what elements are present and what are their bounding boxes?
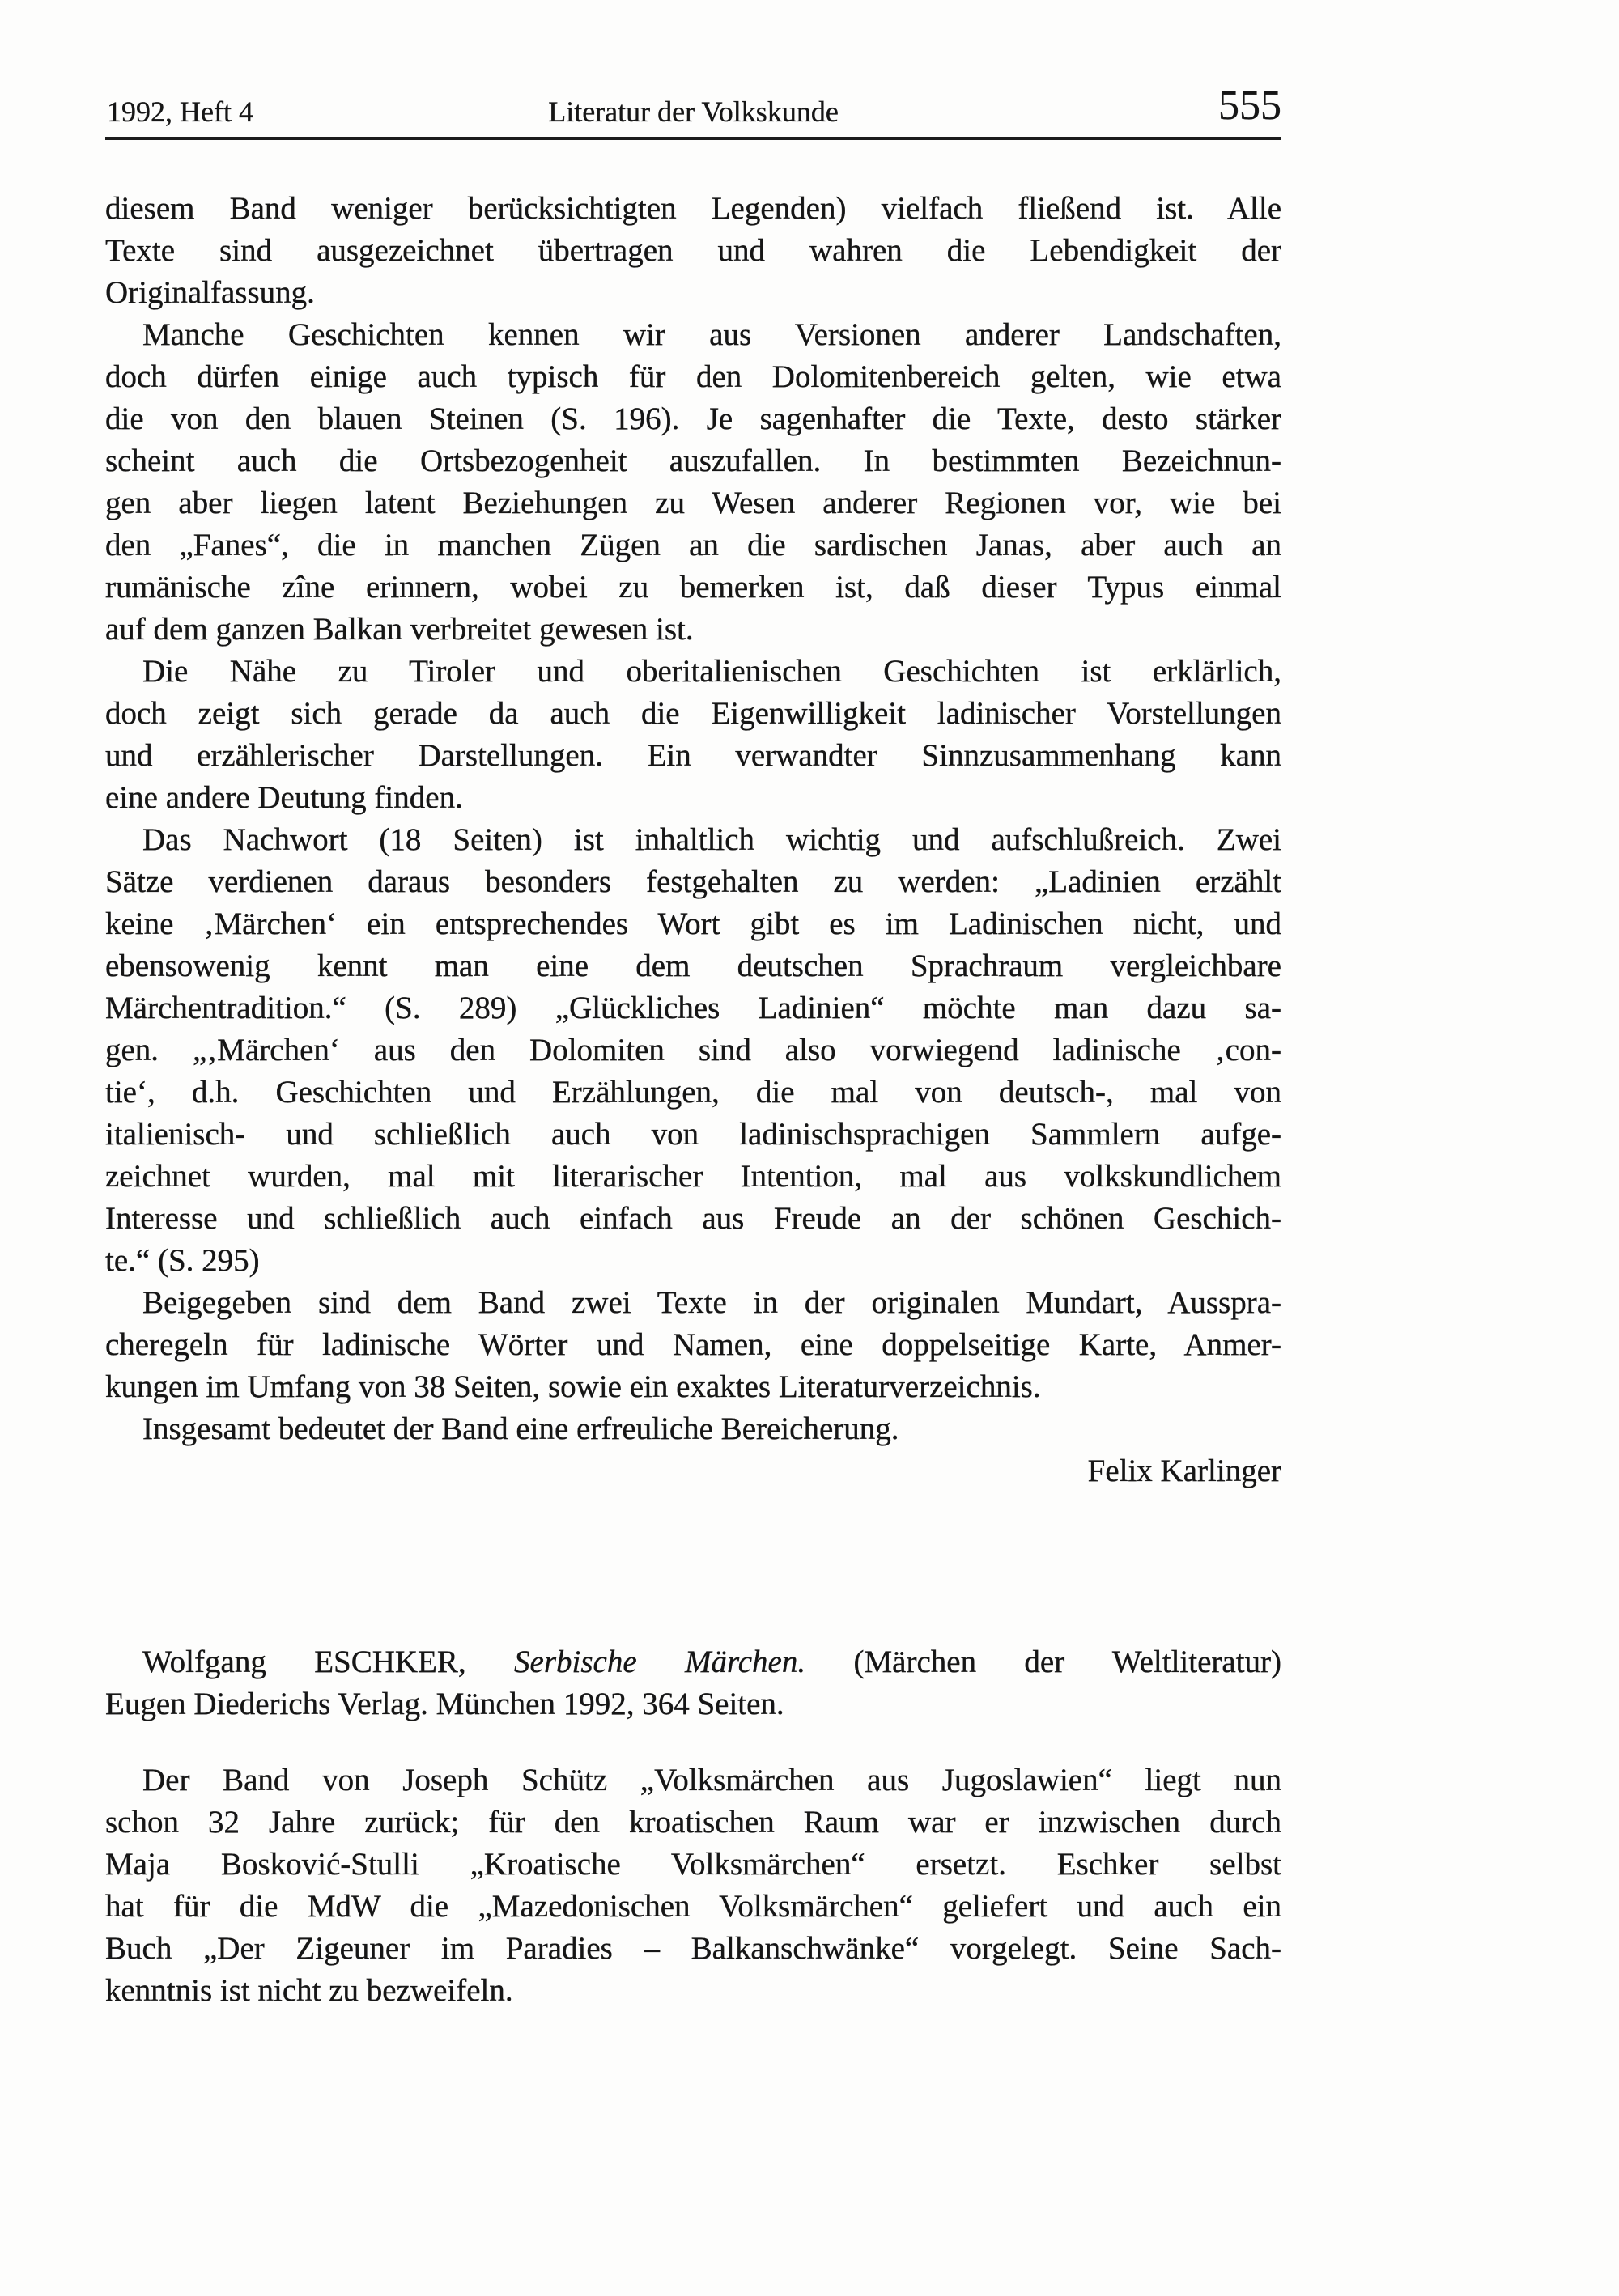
text-line: ebensowenig kennt man eine dem deutschen Sprachraum vergleichbare [105, 949, 1281, 983]
text-line: keine ‚Märchen‘ ein entsprechendes Wort gibt es im Ladinischen nicht, und [105, 906, 1281, 941]
text-line: Interesse und schließlich auch einfach aus Freude an der schönen Geschich- [105, 1201, 1281, 1236]
header-issue: 1992, Heft 4 [107, 95, 253, 128]
text-line: den „Fanes“, die in manchen Zügen an die sardischen Janas, aber auch an [105, 528, 1281, 562]
review-karlinger [105, 188, 1281, 1492]
header-journal-title: Literatur der Volkskunde [548, 95, 839, 128]
text-line: die von den blauen Steinen (S. 196). Je sagenhafter die Texte, desto stärker [105, 401, 1281, 436]
review-eschker [105, 1641, 1281, 2012]
book-heading [105, 1641, 1281, 1725]
text-line: Die Nähe zu Tiroler und oberitalienischen Geschichten ist erklärlich, [142, 654, 1281, 689]
text-line: Manche Geschichten kennen wir aus Versionen anderer Landschaften, [142, 317, 1281, 352]
book-author: Wolfgang ESCHKER, [142, 1645, 515, 1679]
text-line: cheregeln für ladinische Wörter und Namen, eine doppelseitige Karte, Anmer- [105, 1327, 1281, 1362]
text-line: gen aber liegen latent Beziehungen zu Wesen anderer Regionen vor, wie bei [105, 486, 1281, 520]
text-line: Maja Bosković-Stulli „Kroatische Volksmärchen“ ersetzt. Eschker selbst [105, 1847, 1281, 1882]
review-body [105, 188, 1281, 1450]
text-line: Sätze verdienen daraus besonders festgehalten zu werden: „Ladinien erzählt [105, 864, 1281, 899]
text-line: hat für die MdW die „Mazedonischen Volksmärchen“ geliefert und auch ein [105, 1889, 1281, 1924]
header-rule [105, 137, 1281, 140]
text-line: auf dem ganzen Balkan verbreitet gewesen ist. [105, 612, 694, 647]
text-line: und erzählerischer Darstellungen. Ein verwandter Sinnzusammenhang kann [105, 738, 1281, 773]
paragraph [105, 1408, 1281, 1450]
text-line: schon 32 Jahre zurück; für den kroatischen Raum war er inzwischen durch [105, 1805, 1281, 1840]
text-line: Märchentradition.“ (S. 289) „Glückliches Ladinien“ möchte man dazu sa- [105, 991, 1281, 1025]
book-heading-line-1 [105, 1641, 1281, 1683]
paragraph [105, 819, 1281, 1282]
text-line: kenntnis ist nicht zu bezweifeln. [105, 1973, 513, 2008]
text-line: doch zeigt sich gerade da auch die Eigenwilligkeit ladinischer Vorstellungen [105, 696, 1281, 731]
reviewer-signature: Felix Karlinger [1087, 1454, 1281, 1488]
review-body [105, 1759, 1281, 2012]
text-line: te.“ (S. 295) [105, 1243, 260, 1278]
text-line: diesem Band weniger berücksichtigten Legenden) vielfach fließend ist. Alle [105, 191, 1281, 226]
book-heading-line-2: Eugen Diederichs Verlag. München 1992, 364 Seiten. [105, 1687, 784, 1721]
text-line: italienisch- und schließlich auch von ladinischsprachigen Sammlern aufge- [105, 1117, 1281, 1152]
text-line: scheint auch die Ortsbezogenheit auszufallen. In bestimmten Bezeichnun- [105, 443, 1281, 478]
paragraph [105, 314, 1281, 651]
text-line: doch dürfen einige auch typisch für den Dolomitenbereich gelten, wie etwa [105, 359, 1281, 394]
text-line: Der Band von Joseph Schütz „Volksmärchen aus Jugoslawien“ liegt nun [142, 1763, 1281, 1797]
text-line: Beigegeben sind dem Band zwei Texte in der originalen Mundart, Ausspra- [142, 1285, 1281, 1320]
paragraph [105, 1282, 1281, 1408]
text-line: Insgesamt bedeutet der Band eine erfreuliche Bereicherung. [142, 1411, 899, 1446]
text-line: Texte sind ausgezeichnet übertragen und wahren die Lebendigkeit der [105, 233, 1281, 268]
text-line: zeichnet wurden, mal mit literarischer Intention, mal aus volkskundlichem [105, 1159, 1281, 1194]
paragraph [105, 188, 1281, 314]
text-line: rumänische zîne erinnern, wobei zu bemerken ist, daß dieser Typus einmal [105, 570, 1281, 605]
text-line: gen. „‚Märchen‘ aus den Dolomiten sind also vorwiegend ladinische ‚con- [105, 1033, 1281, 1067]
text-line: tie‘, d.h. Geschichten und Erzählungen, die mal von deutsch-, mal von [105, 1075, 1281, 1110]
text-line: kungen im Umfang von 38 Seiten, sowie ein exaktes Literaturverzeichnis. [105, 1369, 1041, 1404]
text-line: Das Nachwort (18 Seiten) ist inhaltlich wichtig und aufschlußreich. Zwei [142, 822, 1281, 857]
book-title-italic: Serbische Märchen. [514, 1645, 806, 1679]
book-series: (Märchen der Weltliteratur) [805, 1645, 1281, 1679]
header-page-number: 555 [1218, 83, 1281, 129]
text-line: Originalfassung. [105, 275, 315, 310]
paragraph [105, 651, 1281, 819]
paragraph [105, 1759, 1281, 2012]
text-line: eine andere Deutung finden. [105, 780, 463, 815]
text-line: Buch „Der Zigeuner im Paradies – Balkanschwänke“ vorgelegt. Seine Sach- [105, 1931, 1281, 1966]
